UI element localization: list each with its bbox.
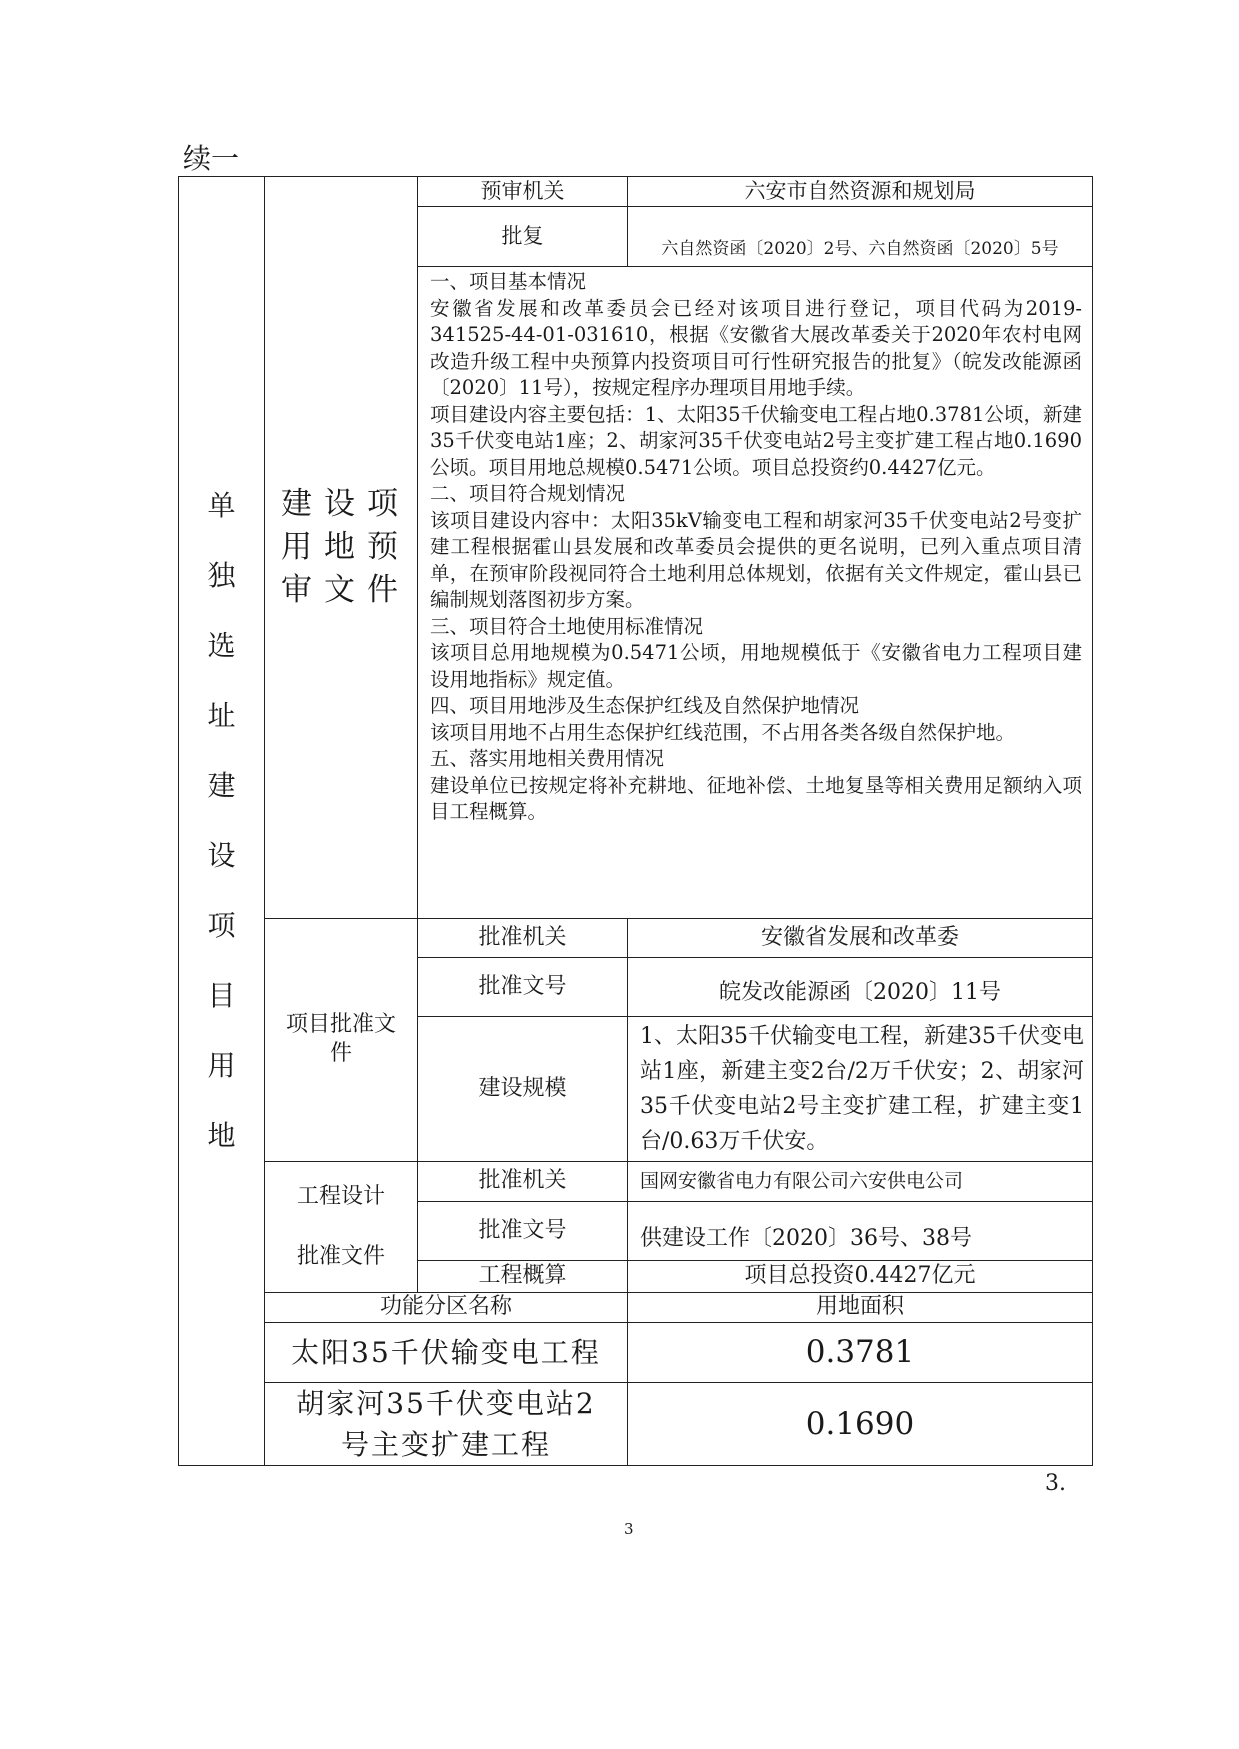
page-number: 3 (624, 1520, 634, 1538)
approval-doc-value: 皖发改能源函〔2020〕11号 (628, 958, 1093, 1017)
approval-scale-value: 1、太阳35千伏输变电工程，新建35千伏变电站1座，新建主变2台/2万千伏安；2、胡家河35千伏变电站2号主变扩建工程，扩建主变1台/0.63万千伏安。 (628, 1017, 1093, 1162)
area-row-name-line: 胡家河35千伏变电站2 (296, 1387, 596, 1420)
section-heading: 五、落实用地相关费用情况 (430, 747, 665, 770)
design-label (265, 1162, 418, 1293)
approval-authority-value: 安徽省发展和改革委 (628, 919, 1093, 958)
pre-review-authority-value: 六安市自然资源和规划局 (628, 177, 1093, 207)
continuation-heading: 续一 (183, 142, 240, 175)
left-label-char: 用 (207, 1049, 236, 1082)
left-label-char: 建 (207, 769, 236, 802)
section-paragraph: 该项目用地不占用生态保护红线范围，不占用各类各级自然保护地。 (430, 720, 1016, 744)
area-row-name: 太阳35千伏输变电工程 (265, 1323, 628, 1383)
design-authority-value: 国网安徽省电力有限公司六安供电公司 (628, 1162, 1093, 1202)
area-header-name: 功能分区名称 (265, 1293, 628, 1323)
section-paragraph: 项目建设内容主要包括：1、太阳35千伏输变电工程占地0.3781公顷，新建35千伏变电站1座；2、胡家河35千伏变电站2号主变扩建工程占地0.1690公顷。项目用地总规模0.5471公顷。项目总投资约0.4427亿元。 (430, 402, 1082, 479)
approval-label-line: 项目批准文 (285, 1012, 396, 1038)
approval-label-line: 件 (329, 1041, 352, 1066)
section-heading: 二、项目符合规划情况 (430, 482, 626, 505)
approval-scale-key: 建设规模 (418, 1017, 628, 1162)
area-row-value: 0.3781 (628, 1323, 1093, 1383)
section-heading: 四、项目用地涉及生态保护红线及自然保护地情况 (430, 694, 860, 717)
left-label-char: 独 (207, 559, 236, 592)
design-doc-value: 供建设工作〔2020〕36号、38号 (628, 1202, 1093, 1261)
left-label-char: 址 (207, 699, 236, 732)
left-label-char: 选 (207, 629, 236, 662)
area-row-name (265, 1383, 628, 1466)
left-label-char: 单 (207, 489, 236, 522)
pre-review-label (265, 177, 418, 919)
design-budget-value: 项目总投资0.4427亿元 (628, 1261, 1093, 1293)
pre-review-reply-key: 批复 (418, 207, 628, 267)
design-label-line: 批准文件 (296, 1244, 385, 1269)
design-doc-key: 批准文号 (418, 1202, 628, 1261)
approval-doc-key: 批准文号 (418, 958, 628, 1017)
approval-label (265, 919, 418, 1162)
pre-review-reply-value: 六自然资函〔2020〕2号、六自然资函〔2020〕5号 (628, 207, 1093, 267)
left-label-char: 目 (207, 979, 236, 1012)
area-row-name-line: 号主变扩建工程 (340, 1428, 551, 1461)
left-label-char: 项 (207, 909, 236, 942)
page-mark: 3. (1045, 1471, 1066, 1496)
pre-review-label-line: 用地预 (281, 529, 410, 565)
section-paragraph: 该项目建设内容中：太阳35kV输变电工程和胡家河35千伏变电站2号变扩建工程根据霍山县发展和改革委员会提供的更名说明，已列入重点项目清单，在预审阶段视同符合土地利用总体规划，依据有关文件规定，霍山县已编制规划落图初步方案。 (430, 508, 1082, 611)
pre-review-label-line: 审文件 (281, 572, 410, 608)
pre-review-content (418, 267, 1093, 919)
left-label-char: 地 (207, 1119, 236, 1152)
land-use-table (178, 176, 1093, 1466)
section-paragraph: 该项目总用地规模为0.5471公顷，用地规模低于《安徽省电力工程项目建设用地指标》规定值。 (430, 641, 1082, 691)
design-budget-key: 工程概算 (418, 1261, 628, 1293)
area-row-value: 0.1690 (628, 1383, 1093, 1466)
section-heading: 一、项目基本情况 (430, 270, 587, 293)
section-heading: 三、项目符合土地使用标准情况 (430, 614, 704, 638)
design-authority-key: 批准机关 (418, 1162, 628, 1202)
left-vertical-label (179, 177, 265, 1466)
pre-review-label-line: 建设项 (281, 486, 410, 522)
section-paragraph: 安徽省发展和改革委员会已经对该项目进行登记，项目代码为2019-341525-44-01-031610，根据《安徽省大展改革委关于2020年农村电网改造升级工程中央预算内投资项目可行性研究报告的批复》（皖发改能源函〔2020〕11号），按规定程序办理项目用地手续。 (430, 296, 1082, 399)
left-label-char: 设 (207, 839, 236, 872)
pre-review-authority-key: 预审机关 (418, 177, 628, 207)
area-header-value: 用地面积 (628, 1293, 1093, 1323)
design-label-line: 工程设计 (296, 1184, 385, 1209)
section-paragraph: 建设单位已按规定将补充耕地、征地补偿、土地复垦等相关费用足额纳入项目工程概算。 (430, 773, 1082, 823)
approval-authority-key: 批准机关 (418, 919, 628, 958)
